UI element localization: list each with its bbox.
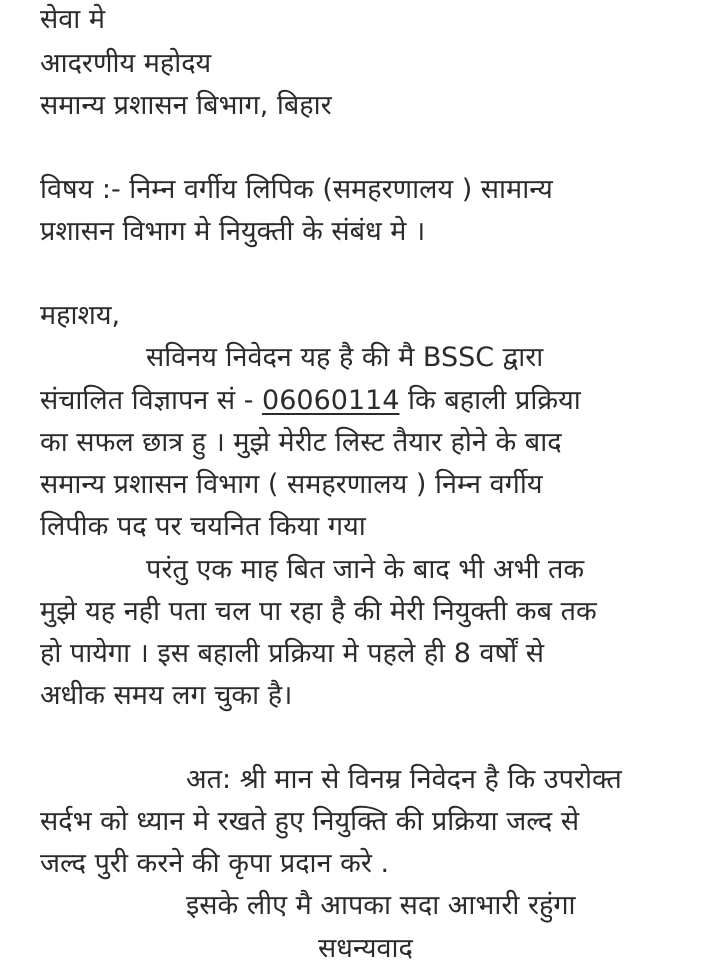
paragraph-3-line-1: अत: श्री मान से विनम्र निवेदन है कि उपरोक्त — [186, 764, 622, 795]
paragraph-2-line-1: परंतु एक माह बित जाने के बाद भी अभी तक — [146, 554, 585, 585]
advertisement-number: 06060114 — [262, 385, 400, 416]
department-line: समान्य प्रशासन बिभाग, बिहार — [40, 90, 332, 121]
subject-line-2: प्रशासन विभाग मे नियुक्ती के संबंध मे । — [40, 216, 426, 247]
thanks-line: सधन्यवाद — [318, 933, 413, 964]
paragraph-1-line-2-end: कि बहाली प्रक्रिया — [399, 385, 581, 416]
paragraph-3-line-3: जल्द पुरी करने की कृपा प्रदान करे . — [40, 848, 390, 879]
recipient-title: आदरणीय महोदय — [40, 48, 212, 79]
paragraph-1-line-4: समान्य प्रशासन विभाग ( समहरणालय ) निम्न वर्गीय — [40, 469, 543, 500]
paragraph-1-line-5: लिपीक पद पर चयनित किया गया — [40, 511, 366, 542]
paragraph-1-line-2-start: संचालित विज्ञापन सं - — [40, 385, 263, 416]
paragraph-3-line-2: सर्दभ को ध्यान मे रखते हुए नियुक्ति की प्रक्रिया जल्द से — [40, 806, 580, 837]
paragraph-2-line-2: मुझे यह नही पता चल पा रहा है की मेरी नियुक्ती कब तक — [40, 596, 597, 627]
paragraph-1-line-1: सविनय निवेदन यह है की मै BSSC द्वारा — [146, 342, 544, 373]
paragraph-2-line-3: हो पायेगा । इस बहाली प्रक्रिया मे पहले ही 8 वर्षों से — [40, 638, 544, 669]
subject-line-1: विषय :- निम्न वर्गीय लिपिक (समहरणालय ) सामान्य — [40, 174, 553, 205]
paragraph-1-line-2 — [40, 383, 581, 419]
salutation-to: सेवा मे — [40, 4, 105, 35]
closing-line: इसके लीए मै आपका सदा आभारी रहुंगा — [186, 890, 576, 921]
paragraph-1-line-3: का सफल छात्र हु । मुझे मेरीट लिस्ट तैयार होने के बाद — [40, 427, 562, 458]
greeting: महाशय, — [40, 300, 121, 331]
paragraph-2-line-4: अधीक समय लग चुका है। — [40, 680, 293, 711]
